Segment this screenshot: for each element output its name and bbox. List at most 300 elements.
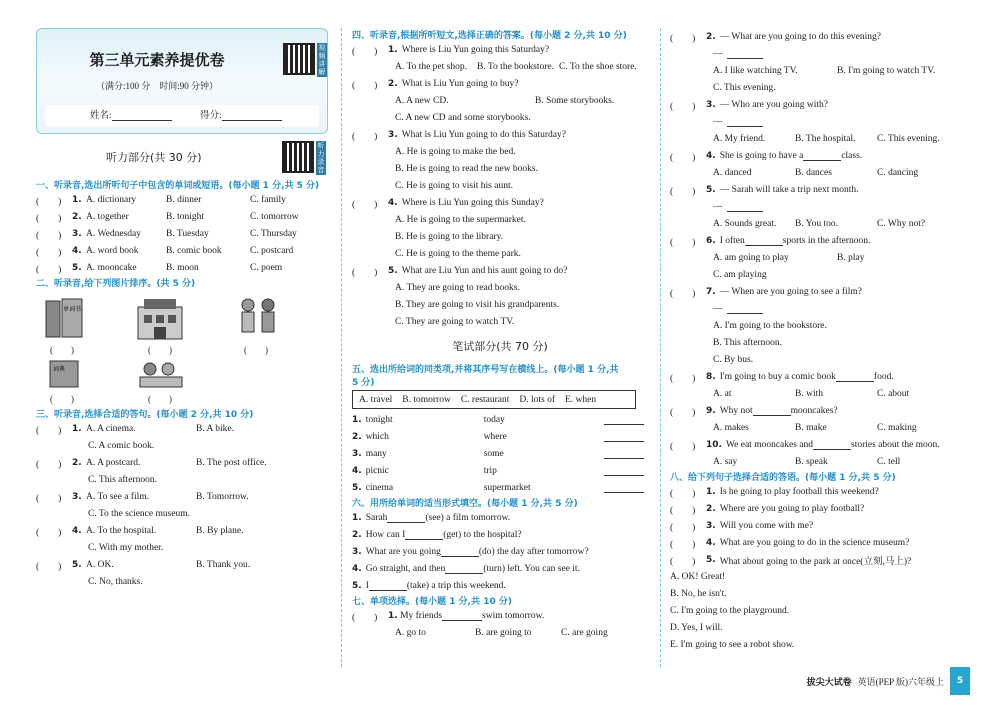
question-number: 1. xyxy=(72,423,82,434)
sentence-start: I often xyxy=(719,235,745,246)
fill-blank[interactable] xyxy=(727,201,763,212)
answer-paren[interactable]: ( ) xyxy=(36,213,62,224)
question-row xyxy=(352,462,648,479)
word-box-item: E. when xyxy=(564,394,597,405)
question-row xyxy=(36,522,328,539)
option-a[interactable]: A. A cinema. xyxy=(86,423,136,434)
building-picture xyxy=(134,295,186,341)
question-row xyxy=(670,96,970,113)
option-c[interactable]: C. Thursday xyxy=(250,228,297,239)
fill-blank[interactable] xyxy=(369,580,407,591)
picture-label: 单词书 xyxy=(63,306,82,313)
question-number: 6. xyxy=(706,235,716,246)
question-number: 2. xyxy=(706,503,716,514)
options-row xyxy=(352,211,648,228)
option-c[interactable]: C. They are going to watch TV. xyxy=(395,316,515,327)
option-a[interactable]: A. mooncake xyxy=(86,262,137,273)
answer-blank-row xyxy=(670,113,970,130)
option-a[interactable]: A. To the pet shop. xyxy=(395,61,467,72)
dictionary-picture xyxy=(44,359,84,389)
question-number: 10. xyxy=(706,439,722,450)
sentence-end: stories about the moon. xyxy=(851,439,940,450)
options-row xyxy=(352,109,648,126)
option-b[interactable]: B. To the bookstore. xyxy=(477,61,555,72)
answer-option xyxy=(670,636,970,653)
option-b[interactable]: B. dinner xyxy=(166,194,202,205)
section-title: 八、给下列句子选择合适的答语。(每小题 1 分,共 5 分) xyxy=(670,473,896,483)
answer-option-text: B. No, he isn't. xyxy=(670,588,727,599)
question-row xyxy=(352,75,648,92)
options-row xyxy=(36,573,328,590)
dash: — xyxy=(713,116,723,127)
question-text: Is he going to play football this weekend? xyxy=(719,486,879,497)
question-text: What are Liu Yun and his aunt going to do? xyxy=(401,265,568,276)
column-2 xyxy=(352,28,648,641)
option-c[interactable]: C. Why not? xyxy=(877,218,926,229)
options-row xyxy=(352,92,648,109)
question-row xyxy=(352,445,648,462)
answer-line[interactable] xyxy=(604,448,644,459)
answer-paren[interactable]: ( ) xyxy=(670,441,696,452)
answer-paren[interactable]: ( ) xyxy=(36,527,62,538)
answer-paren[interactable]: ( ) xyxy=(148,345,172,355)
answer-line[interactable] xyxy=(604,465,644,476)
options-row xyxy=(670,351,970,368)
options-row xyxy=(36,437,328,454)
word-example: trip xyxy=(483,465,497,476)
question-number: 3. xyxy=(72,491,82,502)
question-text: What about going to the park at once(立刻,马上)? xyxy=(719,556,912,567)
answer-paren[interactable]: ( ) xyxy=(36,230,62,241)
option-b[interactable]: B. This afternoon. xyxy=(713,337,782,348)
options-row xyxy=(670,249,970,266)
answer-paren[interactable]: ( ) xyxy=(36,196,62,207)
question-number: 3. xyxy=(72,228,82,239)
question-row xyxy=(352,194,648,211)
option-a[interactable]: A. word book xyxy=(86,245,139,256)
sentence-end: food. xyxy=(873,371,894,382)
answer-paren[interactable]: ( ) xyxy=(50,345,74,355)
option-a[interactable]: A. together xyxy=(86,211,129,222)
name-score-bar xyxy=(45,105,319,127)
option-c[interactable]: C. This afternoon. xyxy=(88,474,157,485)
sentence-end: (take) a trip this weekend. xyxy=(406,580,506,591)
question-number: 5. xyxy=(706,184,716,195)
dash: — xyxy=(713,303,723,314)
answer-paren[interactable]: ( ) xyxy=(352,80,378,91)
sentence-start: I xyxy=(365,580,369,591)
question-text: What are you going to do in the science museum? xyxy=(719,537,910,548)
fill-blank[interactable] xyxy=(727,116,763,127)
question-row xyxy=(352,411,648,428)
option-b[interactable]: B. He is going to read the new books. xyxy=(395,163,539,174)
question-row xyxy=(352,509,648,526)
question-text: What is Liu Yun going to do this Saturday? xyxy=(401,129,566,140)
option-c[interactable]: C. By bus. xyxy=(713,354,754,365)
option-b[interactable]: B. A bike. xyxy=(196,423,235,434)
question-row xyxy=(670,368,970,385)
option-b[interactable]: B. play xyxy=(837,252,865,263)
people-picture xyxy=(232,295,284,341)
options-row xyxy=(670,130,970,147)
section-title-cont: 5 分) xyxy=(352,378,375,388)
option-b[interactable]: B. make xyxy=(795,422,827,433)
word-example: where xyxy=(483,431,507,442)
sentence-start: We eat mooncakes and xyxy=(725,439,814,450)
options-row xyxy=(670,334,970,351)
answer-paren[interactable]: ( ) xyxy=(670,505,696,516)
word-book-picture xyxy=(42,297,88,341)
section-title: 五、选出所给词的同类项,并将其序号写在横线上。(每小题 1 分,共 xyxy=(352,365,619,375)
option-c[interactable]: C. tell xyxy=(877,456,901,467)
options-row xyxy=(36,505,328,522)
options-row xyxy=(36,539,328,556)
name-label: 姓名: xyxy=(90,111,112,121)
fill-blank[interactable] xyxy=(442,610,482,621)
answer-option-text: D. Yes, I will. xyxy=(670,622,723,633)
sentence-start: She is going to have a xyxy=(719,150,804,161)
answer-paren[interactable]: ( ) xyxy=(352,612,378,623)
option-c[interactable]: C. This evening. xyxy=(713,82,776,93)
fill-blank[interactable] xyxy=(745,235,783,246)
options-row xyxy=(36,471,328,488)
subject-label: 英语(PEP 版)六年级上 xyxy=(857,676,944,687)
question-row xyxy=(36,420,328,437)
question-text: Where is Liu Yun going this Saturday? xyxy=(401,44,550,55)
question-row xyxy=(670,147,970,164)
word-example: supermarket xyxy=(483,482,531,493)
fill-blank[interactable] xyxy=(803,150,841,161)
answer-paren[interactable]: ( ) xyxy=(670,288,696,299)
answer-paren[interactable]: ( ) xyxy=(352,46,378,57)
question-number: 5. xyxy=(72,559,82,570)
option-b[interactable]: B. Tomorrow. xyxy=(196,491,249,502)
question-number: 3. xyxy=(352,546,362,557)
option-c[interactable]: C. With my mother. xyxy=(88,542,164,553)
sentence-end: (do) the day after tomorrow? xyxy=(478,546,589,557)
section-1 xyxy=(36,191,328,276)
option-a[interactable]: A. I like watching TV. xyxy=(713,65,798,76)
word: cinema xyxy=(365,482,394,493)
answer-paren[interactable]: ( ) xyxy=(670,556,696,567)
option-c[interactable]: C. about xyxy=(877,388,910,399)
family-picture xyxy=(136,357,186,389)
question-number: 5. xyxy=(388,265,398,276)
question-row xyxy=(352,41,648,58)
option-b[interactable]: B. moon xyxy=(166,262,199,273)
option-b[interactable]: B. Some storybooks. xyxy=(535,95,615,106)
section-8 xyxy=(670,483,970,653)
answer-paren[interactable]: ( ) xyxy=(670,373,696,384)
word-example: today xyxy=(483,414,505,425)
options-row xyxy=(670,215,970,232)
fill-blank[interactable] xyxy=(441,546,479,557)
question-number: 1. xyxy=(388,44,398,55)
answer-paren[interactable]: ( ) xyxy=(36,264,62,275)
question-row xyxy=(670,517,970,534)
option-b[interactable]: B. with xyxy=(795,388,823,399)
question-row xyxy=(36,208,328,225)
question-number: 1. xyxy=(706,486,716,497)
question-number: 8. xyxy=(706,371,716,382)
option-b[interactable]: B. You too. xyxy=(795,218,839,229)
option-b[interactable]: B. The post office. xyxy=(196,457,267,468)
answer-line[interactable] xyxy=(604,414,644,425)
fill-blank[interactable] xyxy=(445,563,483,574)
question-text: Will you come with me? xyxy=(719,520,814,531)
question-text: — Who are you going with? xyxy=(719,99,828,110)
options-row xyxy=(352,296,648,313)
option-c[interactable]: C. postcard xyxy=(250,245,294,256)
option-a[interactable]: A. To the hospital. xyxy=(86,525,157,536)
word: picnic xyxy=(365,465,389,476)
option-a[interactable]: A. dictionary xyxy=(86,194,137,205)
word-box-item: A. travel xyxy=(359,394,393,405)
answer-paren[interactable]: ( ) xyxy=(148,394,172,404)
question-number: 5. xyxy=(706,554,716,565)
question-row xyxy=(36,242,328,259)
column-1 xyxy=(36,28,328,590)
question-number: 3. xyxy=(388,129,398,140)
option-a[interactable]: A. say xyxy=(713,456,738,467)
options-row xyxy=(670,79,970,96)
fill-blank[interactable] xyxy=(727,48,763,59)
answer-paren[interactable]: ( ) xyxy=(670,186,696,197)
option-b[interactable]: B. dances xyxy=(795,167,832,178)
option-b[interactable]: B. The hospital. xyxy=(795,133,856,144)
question-number: 2. xyxy=(72,211,82,222)
section-4 xyxy=(352,41,648,330)
word-box-item: C. restaurant xyxy=(460,394,510,405)
answer-blank-row xyxy=(670,300,970,317)
option-b[interactable]: B. He is going to the library. xyxy=(395,231,504,242)
question-number: 4. xyxy=(72,245,82,256)
page-number: 5 xyxy=(950,667,970,695)
option-a[interactable]: A. danced xyxy=(713,167,752,178)
question-text: What is Liu Yun going to buy? xyxy=(401,78,519,89)
score-blank[interactable] xyxy=(222,110,282,121)
section-title: 二、听录音,给下列图片排序。(共 5 分) xyxy=(36,279,196,289)
answer-paren[interactable]: ( ) xyxy=(36,459,62,470)
option-a[interactable]: A. To see a film. xyxy=(86,491,150,502)
answer-paren[interactable]: ( ) xyxy=(670,101,696,112)
option-c[interactable]: C. dancing xyxy=(877,167,919,178)
question-number: 2. xyxy=(388,78,398,89)
option-b[interactable]: B. Thank you. xyxy=(196,559,251,570)
fill-blank[interactable] xyxy=(405,529,443,540)
option-c[interactable]: C. A comic book. xyxy=(88,440,155,451)
qr-code-icon xyxy=(283,43,315,75)
sentence-end: (get) to the hospital? xyxy=(443,529,522,540)
question-text: — Sarah will take a trip next month. xyxy=(719,184,859,195)
answer-paren[interactable]: ( ) xyxy=(670,152,696,163)
answer-paren[interactable]: ( ) xyxy=(670,488,696,499)
question-number: 4. xyxy=(706,150,716,161)
question-row xyxy=(36,259,328,276)
options-row xyxy=(670,317,970,334)
question-row xyxy=(352,126,648,143)
word-box-item: B. tomorrow xyxy=(402,394,451,405)
answer-paren[interactable]: ( ) xyxy=(670,237,696,248)
score-label: 得分: xyxy=(200,111,222,121)
answer-option xyxy=(670,585,970,602)
option-a[interactable]: A. A postcard. xyxy=(86,457,141,468)
paper-subtitle: （满分:100 分 时间:90 分钟） xyxy=(95,81,218,91)
fill-blank[interactable] xyxy=(836,371,874,382)
word: which xyxy=(365,431,389,442)
option-c[interactable]: C. No, thanks. xyxy=(88,576,143,587)
question-text: Where are you going to play football? xyxy=(719,503,865,514)
page-footer xyxy=(807,667,970,695)
sentence-start: How can I xyxy=(365,529,406,540)
answer-paren[interactable]: ( ) xyxy=(36,493,62,504)
option-a[interactable]: A. Wednesday xyxy=(86,228,141,239)
option-c[interactable]: C. This evening. xyxy=(877,133,940,144)
question-row xyxy=(352,526,648,543)
section-title: 四、听录音,根据所听短文,选择正确的答案。(每小题 2 分,共 10 分) xyxy=(352,31,627,41)
name-blank[interactable] xyxy=(112,110,172,121)
option-b[interactable]: B. comic book xyxy=(166,245,222,256)
answer-paren[interactable]: ( ) xyxy=(670,539,696,550)
fill-blank[interactable] xyxy=(753,405,791,416)
fill-blank[interactable] xyxy=(727,303,763,314)
options-row xyxy=(352,245,648,262)
question-text: — When are you going to see a film? xyxy=(719,286,862,297)
option-a[interactable]: A. I'm going to the bookstore. xyxy=(713,320,827,331)
option-b[interactable]: B. Tuesday xyxy=(166,228,209,239)
answer-paren[interactable]: ( ) xyxy=(352,267,378,278)
section-6 xyxy=(352,509,648,594)
question-row xyxy=(36,191,328,208)
option-c[interactable]: C. He is going to the theme park. xyxy=(395,248,521,259)
qr-tag-video: 视频讲解 xyxy=(318,44,326,76)
answer-paren[interactable]: ( ) xyxy=(352,199,378,210)
option-a[interactable]: A. He is going to make the bed. xyxy=(395,146,516,157)
picture-set xyxy=(36,289,328,407)
answer-paren[interactable]: ( ) xyxy=(670,522,696,533)
section-title: 一、听录音,选出所听句子中包含的单词或短语。(每小题 1 分,共 5 分) xyxy=(36,181,320,191)
option-a[interactable]: A. OK. xyxy=(86,559,114,570)
options-row: A. I like watching TV. B. I'm going to watch TV. xyxy=(713,65,936,76)
question-number: 2. xyxy=(352,529,362,540)
answer-paren[interactable]: ( ) xyxy=(50,394,74,404)
writing-title: 笔试部分(共 70 分) xyxy=(452,340,548,353)
question-number: 2. xyxy=(72,457,82,468)
fill-blank[interactable] xyxy=(387,512,425,523)
option-a[interactable]: A. They are going to read books. xyxy=(395,282,520,293)
option-b[interactable]: B. They are going to visit his grandparents. xyxy=(395,299,560,310)
options-row xyxy=(352,279,648,296)
word-box-item: D. lots of xyxy=(519,394,555,405)
options-row xyxy=(670,419,970,436)
option-b[interactable]: B. By plane. xyxy=(196,525,244,536)
sentence-end: class. xyxy=(841,150,863,161)
answer-paren[interactable]: ( ) xyxy=(244,345,268,355)
option-c[interactable]: C. poem xyxy=(250,262,283,273)
answer-option-text: E. I'm going to see a robot show. xyxy=(670,639,795,650)
option-c[interactable]: C. He is going to visit his aunt. xyxy=(395,180,513,191)
sentence-end: (turn) left. You can see it. xyxy=(483,563,580,574)
answer-paren[interactable]: ( ) xyxy=(670,407,696,418)
section-title: 六、用所给单词的适当形式填空。(每小题 1 分,共 5 分) xyxy=(352,499,578,509)
paper-header xyxy=(36,28,328,134)
qr-code-icon xyxy=(282,141,314,173)
question-row xyxy=(670,483,970,500)
option-a[interactable]: A. at xyxy=(713,388,732,399)
section-5 xyxy=(352,411,648,496)
word: tonight xyxy=(365,414,393,425)
question-row xyxy=(670,283,970,300)
option-c[interactable]: C. To the science museum. xyxy=(88,508,191,519)
question-row xyxy=(670,402,970,419)
section-7-cont xyxy=(670,28,970,470)
question-number: 2. xyxy=(706,31,716,42)
answer-option-text: A. OK! Great! xyxy=(670,571,726,582)
sentence-start: Go straight, and then xyxy=(365,563,446,574)
question-number: 3. xyxy=(706,520,716,531)
section-3 xyxy=(36,420,328,590)
option-b[interactable]: B. speak xyxy=(795,456,828,467)
answer-line[interactable] xyxy=(604,482,644,493)
question-row xyxy=(36,556,328,573)
option-a[interactable]: A. am going to play xyxy=(713,252,789,263)
question-row xyxy=(670,181,970,198)
sentence-start: Sarah xyxy=(365,512,388,523)
options-row xyxy=(352,313,648,330)
option-c[interactable]: C. tomorrow xyxy=(250,211,299,222)
question-row xyxy=(670,436,970,453)
option-b[interactable]: B. tonight xyxy=(166,211,205,222)
answer-paren[interactable]: ( ) xyxy=(36,561,62,572)
answer-paren[interactable]: ( ) xyxy=(36,425,62,436)
option-c[interactable]: C. To the shoe store. xyxy=(559,61,637,72)
qr-tag-audio: 听力录音 xyxy=(317,142,325,174)
answer-paren[interactable]: ( ) xyxy=(352,131,378,142)
option-c[interactable]: C. am playing xyxy=(713,269,767,280)
option-a[interactable]: A. makes xyxy=(713,422,749,433)
answer-paren[interactable]: ( ) xyxy=(36,247,62,258)
word-box xyxy=(352,390,636,409)
sentence-start: What are you going xyxy=(365,546,441,557)
option-a[interactable]: A. He is going to the supermarket. xyxy=(395,214,526,225)
option-c[interactable]: C. family xyxy=(250,194,286,205)
fill-blank[interactable] xyxy=(813,439,851,450)
option-c[interactable]: C. A new CD and some storybooks. xyxy=(395,112,531,123)
option-a[interactable]: A. A new CD. xyxy=(395,95,449,106)
option-c[interactable]: C. making xyxy=(877,422,917,433)
question-row xyxy=(352,577,648,594)
question-number: 4. xyxy=(352,465,362,476)
options-row xyxy=(670,385,970,402)
question-number: 1. xyxy=(72,194,82,205)
question-number: 3. xyxy=(352,448,362,459)
dash: — xyxy=(713,48,723,59)
question-row xyxy=(670,232,970,249)
options-row xyxy=(352,228,648,245)
options-row xyxy=(670,164,970,181)
answer-line[interactable] xyxy=(604,431,644,442)
option-a[interactable]: A. Sounds great. xyxy=(713,218,777,229)
answer-paren[interactable]: ( ) xyxy=(670,33,696,44)
listening-title: 听力部分(共 30 分) xyxy=(106,151,202,164)
question-number: 4. xyxy=(706,537,716,548)
column-3 xyxy=(670,28,970,653)
option-a[interactable]: A. My friend. xyxy=(713,133,766,144)
question-number: 3. xyxy=(706,99,716,110)
word-example: some xyxy=(483,448,504,459)
question-row xyxy=(670,551,970,568)
question-number: 5. xyxy=(352,482,362,493)
